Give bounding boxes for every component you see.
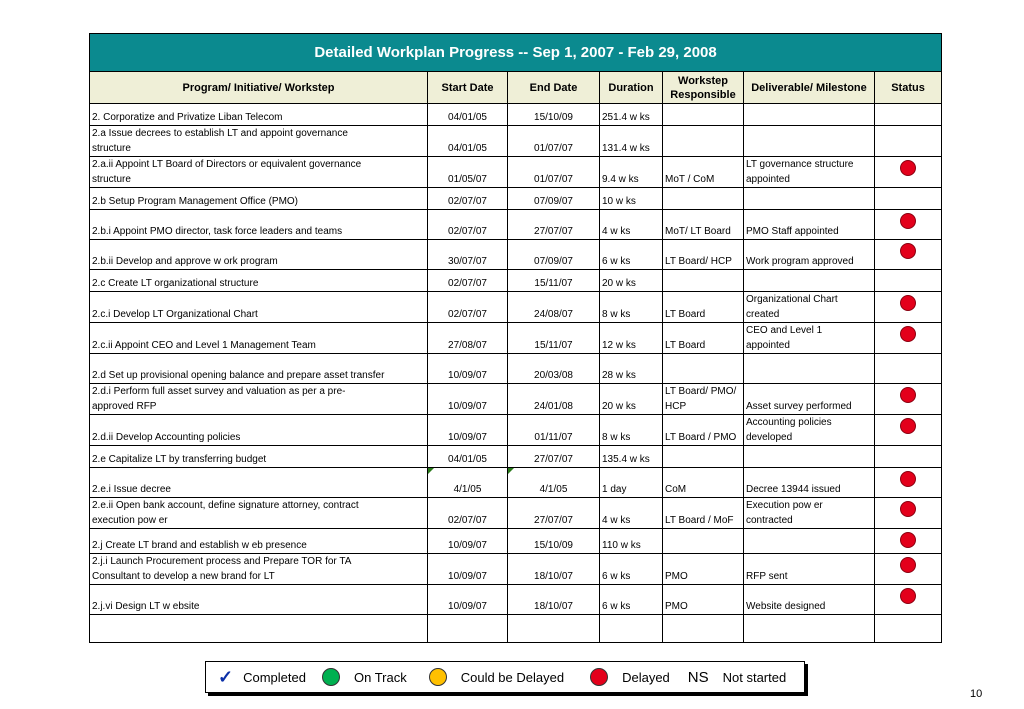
start-date-cell: 27/08/07 bbox=[428, 323, 508, 354]
responsible-cell bbox=[663, 529, 744, 554]
task-text: 2.e.ii Open bank account, define signature attorney, contract bbox=[92, 500, 359, 511]
checkmark-icon: ✓ bbox=[218, 666, 234, 687]
status-cell bbox=[875, 157, 942, 188]
status-delayed-icon bbox=[900, 387, 916, 403]
legend-label-completed: Completed bbox=[243, 669, 306, 685]
status-cell bbox=[875, 188, 942, 210]
task-cell bbox=[90, 446, 428, 468]
task-cell bbox=[90, 585, 428, 615]
responsible-cell: LT Board bbox=[663, 323, 744, 354]
table-row bbox=[90, 292, 942, 323]
start-date-cell: 04/01/05 bbox=[428, 446, 508, 468]
task-text: execution pow er bbox=[92, 515, 168, 526]
workplan-table bbox=[89, 33, 942, 643]
task-text: 2.d.i Perform full asset survey and valuation as per a pre- bbox=[92, 386, 346, 397]
status-cell bbox=[875, 354, 942, 384]
task-cell bbox=[90, 292, 428, 323]
responsible-cell: MoT/ LT Board bbox=[663, 210, 744, 240]
end-date-cell: 27/07/07 bbox=[508, 498, 600, 529]
task-text: 2.j.i Launch Procurement process and Prepare TOR for TA bbox=[92, 556, 352, 567]
task-cell bbox=[90, 126, 428, 157]
deliverable-cell bbox=[744, 415, 875, 446]
table-title: Detailed Workplan Progress -- Sep 1, 2007 - Feb 29, 2008 bbox=[90, 34, 942, 72]
deliverable-cell bbox=[744, 104, 875, 126]
status-cell bbox=[875, 498, 942, 529]
table-row bbox=[90, 468, 942, 498]
end-date-cell: 07/09/07 bbox=[508, 240, 600, 270]
task-cell bbox=[90, 210, 428, 240]
deliverable-cell bbox=[744, 384, 875, 415]
deliverable-text: Work program approved bbox=[746, 256, 854, 267]
status-legend bbox=[205, 661, 805, 693]
task-text: 2.e Capitalize LT by transferring budget bbox=[92, 454, 267, 465]
end-date-cell: 18/10/07 bbox=[508, 554, 600, 585]
responsible-cell bbox=[663, 354, 744, 384]
deliverable-text: RFP sent bbox=[746, 571, 788, 582]
start-date-cell: 30/07/07 bbox=[428, 240, 508, 270]
end-date-cell: 07/09/07 bbox=[508, 188, 600, 210]
table-row bbox=[90, 446, 942, 468]
start-date-cell: 10/09/07 bbox=[428, 354, 508, 384]
status-delayed-icon bbox=[900, 588, 916, 604]
duration-cell: 6 w ks bbox=[600, 585, 663, 615]
task-text: 2.a.ii Appoint LT Board of Directors or equivalent governance bbox=[92, 159, 362, 170]
start-date-cell: 02/07/07 bbox=[428, 270, 508, 292]
end-date-cell: 01/07/07 bbox=[508, 157, 600, 188]
deliverable-cell bbox=[744, 157, 875, 188]
table-body bbox=[90, 104, 942, 615]
duration-cell: 8 w ks bbox=[600, 292, 663, 323]
end-date-cell: 27/07/07 bbox=[508, 210, 600, 240]
col-header-start-date: Start Date bbox=[428, 72, 508, 104]
duration-cell: 4 w ks bbox=[600, 498, 663, 529]
status-delayed-icon bbox=[900, 160, 916, 176]
end-date-cell: 27/07/07 bbox=[508, 446, 600, 468]
duration-cell: 251.4 w ks bbox=[600, 104, 663, 126]
status-cell bbox=[875, 292, 942, 323]
start-date-cell: 10/09/07 bbox=[428, 384, 508, 415]
status-cell bbox=[875, 468, 942, 498]
duration-cell: 1 day bbox=[600, 468, 663, 498]
empty-row bbox=[90, 615, 942, 643]
task-text: structure bbox=[92, 143, 131, 154]
start-date-cell: 04/01/05 bbox=[428, 126, 508, 157]
duration-cell: 131.4 w ks bbox=[600, 126, 663, 157]
task-text: approved RFP bbox=[92, 401, 157, 412]
end-date-cell: 15/10/09 bbox=[508, 104, 600, 126]
status-delayed-icon bbox=[900, 295, 916, 311]
deliverable-text: appointed bbox=[746, 340, 790, 351]
task-text: 2.e.i Issue decree bbox=[92, 484, 171, 495]
status-delayed-icon bbox=[900, 557, 916, 573]
status-delayed-icon bbox=[900, 532, 916, 548]
task-text: 2.a Issue decrees to establish LT and appoint governance bbox=[92, 128, 348, 139]
end-date-cell: 15/11/07 bbox=[508, 323, 600, 354]
duration-cell: 6 w ks bbox=[600, 240, 663, 270]
status-delayed-icon bbox=[900, 243, 916, 259]
table-row bbox=[90, 354, 942, 384]
legend-label-could-be-delayed: Could be Delayed bbox=[460, 669, 565, 685]
duration-cell: 110 w ks bbox=[600, 529, 663, 554]
responsible-cell: CoM bbox=[663, 468, 744, 498]
table-row bbox=[90, 188, 942, 210]
deliverable-text: CEO and Level 1 bbox=[746, 325, 823, 336]
red-circle-icon bbox=[590, 668, 608, 686]
deliverable-cell bbox=[744, 323, 875, 354]
status-delayed-icon bbox=[900, 471, 916, 487]
start-date-cell: 10/09/07 bbox=[428, 554, 508, 585]
responsible-cell: LT Board bbox=[663, 292, 744, 323]
task-text: 2.j Create LT brand and establish w eb presence bbox=[92, 540, 307, 551]
responsible-cell: PMO bbox=[663, 585, 744, 615]
col-header-responsible: Workstep Responsible bbox=[663, 72, 744, 104]
end-date-cell: 24/08/07 bbox=[508, 292, 600, 323]
start-date-cell: 01/05/07 bbox=[428, 157, 508, 188]
not-started-symbol: NS bbox=[687, 668, 709, 686]
table-row bbox=[90, 554, 942, 585]
col-header-status: Status bbox=[875, 72, 942, 104]
start-date-cell: 02/07/07 bbox=[428, 210, 508, 240]
status-cell bbox=[875, 126, 942, 157]
responsible-cell bbox=[663, 188, 744, 210]
header-row bbox=[90, 72, 942, 104]
table-row bbox=[90, 240, 942, 270]
end-date-cell: 01/07/07 bbox=[508, 126, 600, 157]
table-row bbox=[90, 415, 942, 446]
task-cell bbox=[90, 104, 428, 126]
deliverable-text: Website designed bbox=[746, 601, 826, 612]
status-cell bbox=[875, 323, 942, 354]
duration-cell: 135.4 w ks bbox=[600, 446, 663, 468]
task-cell bbox=[90, 498, 428, 529]
start-date-cell: 02/07/07 bbox=[428, 498, 508, 529]
start-date-cell: 02/07/07 bbox=[428, 188, 508, 210]
deliverable-cell bbox=[744, 188, 875, 210]
duration-cell: 20 w ks bbox=[600, 384, 663, 415]
deliverable-cell bbox=[744, 240, 875, 270]
table-row bbox=[90, 323, 942, 354]
status-delayed-icon bbox=[900, 418, 916, 434]
deliverable-cell bbox=[744, 354, 875, 384]
status-cell bbox=[875, 554, 942, 585]
table-row bbox=[90, 210, 942, 240]
task-cell bbox=[90, 415, 428, 446]
status-delayed-icon bbox=[900, 213, 916, 229]
duration-cell: 4 w ks bbox=[600, 210, 663, 240]
table-row bbox=[90, 384, 942, 415]
status-cell bbox=[875, 210, 942, 240]
task-text: 2.b Setup Program Management Office (PMO) bbox=[92, 196, 299, 207]
end-date-cell: 24/01/08 bbox=[508, 384, 600, 415]
table-row bbox=[90, 104, 942, 126]
responsible-cell bbox=[663, 446, 744, 468]
deliverable-cell bbox=[744, 468, 875, 498]
deliverable-text: created bbox=[746, 309, 780, 320]
table-row bbox=[90, 157, 942, 188]
deliverable-text: Organizational Chart bbox=[746, 294, 838, 305]
responsible-cell: LT Board/ HCP bbox=[663, 240, 744, 270]
duration-cell: 10 w ks bbox=[600, 188, 663, 210]
deliverable-cell bbox=[744, 210, 875, 240]
green-circle-icon bbox=[322, 668, 340, 686]
status-cell bbox=[875, 384, 942, 415]
status-cell bbox=[875, 585, 942, 615]
end-date-cell: 15/11/07 bbox=[508, 270, 600, 292]
deliverable-cell bbox=[744, 498, 875, 529]
status-delayed-icon bbox=[900, 326, 916, 342]
task-text: 2.b.ii Develop and approve w ork program bbox=[92, 256, 278, 267]
end-date-cell: 15/10/09 bbox=[508, 529, 600, 554]
task-cell bbox=[90, 240, 428, 270]
deliverable-text: Asset survey performed bbox=[746, 401, 852, 412]
task-text: 2.c.ii Appoint CEO and Level 1 Management Team bbox=[92, 340, 316, 351]
deliverable-cell bbox=[744, 585, 875, 615]
responsible-cell: PMO bbox=[663, 554, 744, 585]
task-text: 2.d.ii Develop Accounting policies bbox=[92, 432, 241, 443]
duration-cell: 28 w ks bbox=[600, 354, 663, 384]
start-date-cell: 02/07/07 bbox=[428, 292, 508, 323]
responsible-cell bbox=[663, 104, 744, 126]
start-date-cell: 4/1/05 bbox=[428, 468, 508, 498]
col-header-program: Program/ Initiative/ Workstep bbox=[90, 72, 428, 104]
table-row bbox=[90, 498, 942, 529]
col-header-end-date: End Date bbox=[508, 72, 600, 104]
deliverable-text: Accounting policies bbox=[746, 417, 832, 428]
task-cell bbox=[90, 468, 428, 498]
legend-label-not-started: Not started bbox=[722, 669, 787, 685]
task-cell bbox=[90, 188, 428, 210]
responsible-cell bbox=[663, 270, 744, 292]
responsible-cell bbox=[663, 126, 744, 157]
table-row bbox=[90, 270, 942, 292]
task-text: 2.b.i Appoint PMO director, task force leaders and teams bbox=[92, 226, 343, 237]
task-text: 2.c Create LT organizational structure bbox=[92, 278, 259, 289]
col-header-duration: Duration bbox=[600, 72, 663, 104]
responsible-cell: MoT / CoM bbox=[663, 157, 744, 188]
status-cell bbox=[875, 446, 942, 468]
task-text: 2.d Set up provisional opening balance and prepare asset transfer bbox=[92, 370, 385, 381]
start-date-cell: 10/09/07 bbox=[428, 529, 508, 554]
status-cell bbox=[875, 240, 942, 270]
deliverable-cell bbox=[744, 446, 875, 468]
task-cell bbox=[90, 157, 428, 188]
start-date-cell: 10/09/07 bbox=[428, 585, 508, 615]
task-text: 2. Corporatize and Privatize Liban Telecom bbox=[92, 112, 283, 123]
duration-cell: 6 w ks bbox=[600, 554, 663, 585]
status-cell bbox=[875, 529, 942, 554]
end-date-cell: 20/03/08 bbox=[508, 354, 600, 384]
task-text: 2.j.vi Design LT w ebsite bbox=[92, 601, 200, 612]
duration-cell: 8 w ks bbox=[600, 415, 663, 446]
task-text: structure bbox=[92, 174, 131, 185]
status-cell bbox=[875, 415, 942, 446]
task-cell bbox=[90, 384, 428, 415]
end-date-cell: 01/11/07 bbox=[508, 415, 600, 446]
task-cell bbox=[90, 554, 428, 585]
end-date-cell: 4/1/05 bbox=[508, 468, 600, 498]
legend-label-delayed: Delayed bbox=[622, 669, 670, 685]
col-header-deliverable: Deliverable/ Milestone bbox=[744, 72, 875, 104]
table-row bbox=[90, 529, 942, 554]
deliverable-text: Execution pow er bbox=[746, 500, 823, 511]
deliverable-text: contracted bbox=[746, 515, 793, 526]
deliverable-cell bbox=[744, 292, 875, 323]
yellow-circle-icon bbox=[429, 668, 447, 686]
duration-cell: 12 w ks bbox=[600, 323, 663, 354]
status-cell bbox=[875, 270, 942, 292]
page-number: 10 bbox=[970, 688, 983, 700]
table-row bbox=[90, 126, 942, 157]
task-cell bbox=[90, 354, 428, 384]
table-row bbox=[90, 585, 942, 615]
status-delayed-icon bbox=[900, 501, 916, 517]
status-cell bbox=[875, 104, 942, 126]
start-date-cell: 10/09/07 bbox=[428, 415, 508, 446]
duration-cell: 9.4 w ks bbox=[600, 157, 663, 188]
deliverable-cell bbox=[744, 126, 875, 157]
task-cell bbox=[90, 529, 428, 554]
task-text: Consultant to develop a new brand for LT bbox=[92, 571, 275, 582]
task-text: 2.c.i Develop LT Organizational Chart bbox=[92, 309, 258, 320]
end-date-cell: 18/10/07 bbox=[508, 585, 600, 615]
responsible-cell: LT Board / MoF bbox=[663, 498, 744, 529]
deliverable-text: Decree 13944 issued bbox=[746, 484, 841, 495]
responsible-cell: LT Board/ PMO/ HCP bbox=[663, 384, 744, 415]
legend-label-on-track: On Track bbox=[353, 669, 407, 685]
deliverable-cell bbox=[744, 554, 875, 585]
task-cell bbox=[90, 270, 428, 292]
deliverable-text: appointed bbox=[746, 174, 790, 185]
deliverable-text: LT governance structure bbox=[746, 159, 854, 170]
deliverable-text: developed bbox=[746, 432, 793, 443]
deliverable-cell bbox=[744, 270, 875, 292]
duration-cell: 20 w ks bbox=[600, 270, 663, 292]
deliverable-text: PMO Staff appointed bbox=[746, 226, 839, 237]
task-cell bbox=[90, 323, 428, 354]
deliverable-cell bbox=[744, 529, 875, 554]
responsible-cell: LT Board / PMO bbox=[663, 415, 744, 446]
start-date-cell: 04/01/05 bbox=[428, 104, 508, 126]
